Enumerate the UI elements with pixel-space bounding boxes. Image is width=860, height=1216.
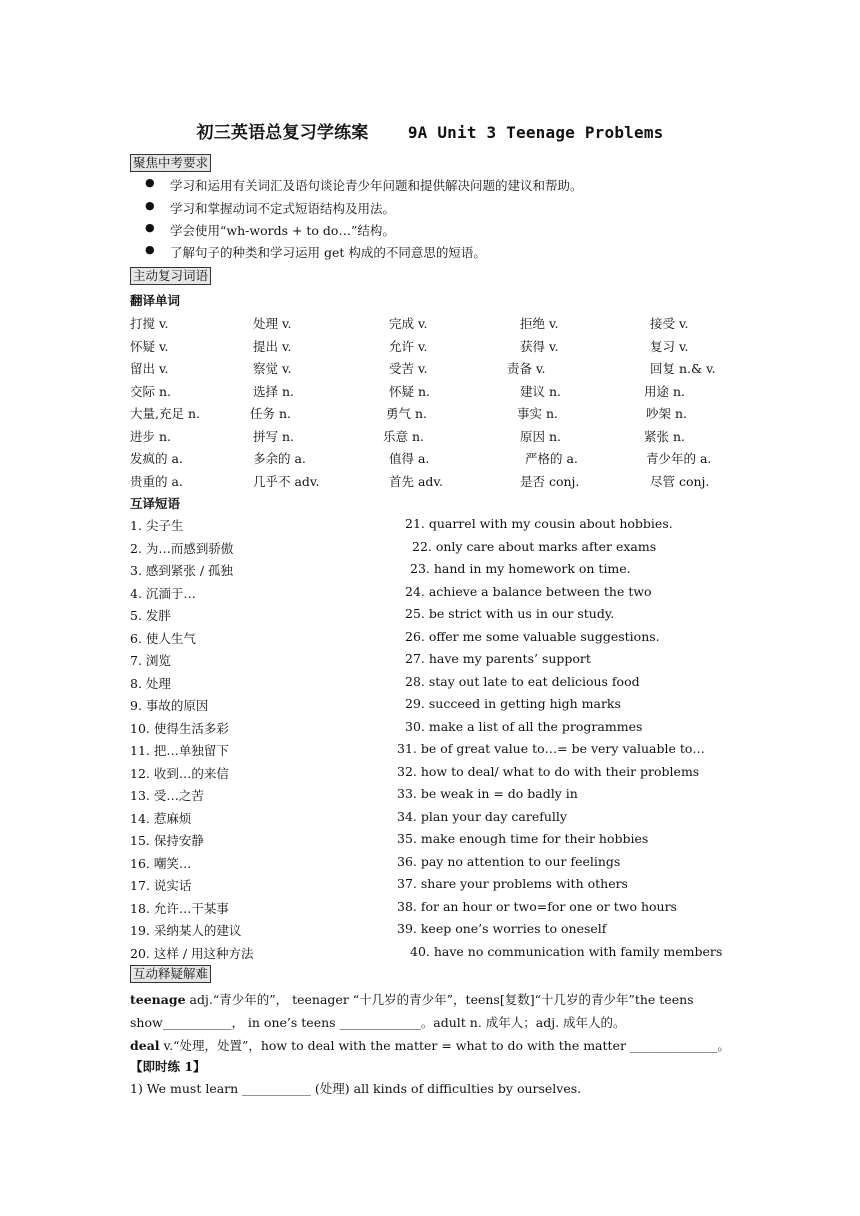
section-header-requirements: 聚焦中考要求 [130, 154, 211, 172]
word-cell: 原因 n. [520, 429, 561, 444]
phrase-en: 24. achieve a balance between the two [405, 584, 652, 599]
word-cell: 贵重的 a. [130, 474, 183, 489]
phrase-cn: 10. 使得生活多彩 [130, 721, 229, 736]
word-cell: 建议 n. [520, 384, 561, 399]
phrases-heading: 互译短语 [130, 496, 181, 511]
phrase-cn: 12. 收到…的来信 [130, 766, 229, 781]
word-cell: 多余的 a. [253, 451, 306, 466]
practice-item-1: 1) We must learn ___________ (处理) all kinds of difficulties by ourselves. [130, 1081, 582, 1096]
phrase-en: 35. make enough time for their hobbies [397, 831, 649, 846]
phrase-cn: 5. 发胖 [130, 608, 171, 623]
phrase-en: 31. be of great value to…= be very valuable to… [397, 741, 705, 756]
phrase-en: 37. share your problems with others [397, 876, 628, 891]
phrase-cn: 3. 感到紧张 / 孤独 [130, 563, 234, 578]
word-cell: 获得 v. [520, 339, 559, 354]
phrase-cn: 20. 这样 / 用这种方法 [130, 946, 254, 961]
phrase-cn: 7. 浏览 [130, 653, 171, 668]
phrase-cn: 19. 采纳某人的建议 [130, 923, 242, 938]
keyword-teenage: teenage [130, 992, 186, 1007]
word-cell: 完成 v. [389, 316, 428, 331]
keyword-deal: deal [130, 1038, 160, 1053]
word-cell: 乐意 n. [383, 429, 424, 444]
word-cell: 发疯的 a. [130, 451, 183, 466]
bullet-icon: ● [145, 176, 155, 189]
word-cell: 吵架 n. [646, 406, 687, 421]
phrase-cn: 4. 沉湎于… [130, 586, 196, 601]
page-title [0, 118, 860, 143]
word-cell: 怀疑 v. [130, 339, 169, 354]
word-cell: 严格的 a. [525, 451, 578, 466]
word-cell: 复习 v. [650, 339, 689, 354]
phrase-en: 23. hand in my homework on time. [410, 561, 631, 576]
phrase-en: 32. how to deal/ what to do with their problems [397, 764, 700, 779]
word-cell: 选择 n. [253, 384, 294, 399]
word-cell: 受苦 v. [389, 361, 428, 376]
word-cell: 尽管 conj. [650, 474, 710, 489]
section-header-review: 主动复习词语 [130, 267, 211, 285]
phrase-cn: 16. 嘲笑… [130, 856, 192, 871]
bullet-icon: ● [145, 243, 155, 256]
words-heading: 翻译单词 [130, 293, 181, 308]
word-cell: 留出 v. [130, 361, 169, 376]
title-english [369, 123, 664, 142]
teenage-explanation: teenage adj.“青少年的”， teenager “十几岁的青少年”，teens[复数]“十几岁的青少年”the teens [130, 992, 694, 1007]
word-cell: 任务 n. [250, 406, 291, 421]
phrase-en: 40. have no communication with family members [410, 944, 723, 959]
word-cell: 允许 v. [389, 339, 428, 354]
phrase-en: 39. keep one’s worries to oneself [397, 921, 607, 936]
word-cell: 用途 n. [644, 384, 685, 399]
phrase-en: 27. have my parents’ support [405, 651, 591, 666]
word-cell: 是否 conj. [520, 474, 580, 489]
word-cell: 拼写 n. [253, 429, 294, 444]
word-cell: 事实 n. [517, 406, 558, 421]
word-cell: 怀疑 n. [389, 384, 430, 399]
phrase-cn: 8. 处理 [130, 676, 171, 691]
phrase-en: 22. only care about marks after exams [412, 539, 657, 554]
practice-heading: 【即时练 1】 [130, 1059, 206, 1074]
word-cell: 处理 v. [253, 316, 292, 331]
deal-explanation: deal v.“处理，处置”，how to deal with the matter = what to do with the matter ______________。 [130, 1038, 730, 1053]
word-cell: 察觉 v. [253, 361, 292, 376]
word-cell: 责备 v. [507, 361, 546, 376]
phrase-en: 25. be strict with us in our study. [405, 606, 615, 621]
word-cell: 提出 v. [253, 339, 292, 354]
phrase-en: 36. pay no attention to our feelings [397, 854, 621, 869]
phrase-cn: 11. 把…单独留下 [130, 743, 229, 758]
word-cell: 交际 n. [130, 384, 171, 399]
phrase-en: 29. succeed in getting high marks [405, 696, 621, 711]
phrase-en: 34. plan your day carefully [397, 809, 567, 824]
bullet-icon: ● [145, 199, 155, 212]
phrase-cn: 17. 说实话 [130, 878, 192, 893]
phrase-cn: 15. 保持安静 [130, 833, 204, 848]
phrase-en: 33. be weak in = do badly in [397, 786, 578, 801]
section-header-explain: 互动释疑解难 [130, 965, 211, 983]
phrase-cn: 9. 事故的原因 [130, 698, 209, 713]
phrase-en: 28. stay out late to eat delicious food [405, 674, 640, 689]
word-cell: 打搅 v. [130, 316, 169, 331]
phrase-en: 30. make a list of all the programmes [405, 719, 643, 734]
word-cell: 拒绝 v. [520, 316, 559, 331]
phrase-en: 38. for an hour or two=for one or two hours [397, 899, 677, 914]
word-cell: 勇气 n. [386, 406, 427, 421]
phrase-cn: 13. 受…之苦 [130, 788, 204, 803]
bullet-icon: ● [145, 221, 155, 234]
phrase-cn: 14. 惹麻烦 [130, 811, 192, 826]
phrase-cn: 18. 允许…干某事 [130, 901, 229, 916]
word-cell: 紧张 n. [644, 429, 685, 444]
word-cell: 接受 v. [650, 316, 689, 331]
word-cell: 青少年的 a. [646, 451, 712, 466]
word-cell: 进步 n. [130, 429, 171, 444]
word-cell: 值得 a. [389, 451, 430, 466]
title-english-text: 9A Unit 3 Teenage Problems [407, 123, 664, 142]
phrase-en: 21. quarrel with my cousin about hobbies. [405, 516, 673, 531]
phrase-cn: 1. 尖子生 [130, 518, 184, 533]
word-cell: 回复 n.& v. [650, 361, 716, 376]
title-chinese: 初三英语总复习学练案 [196, 123, 369, 143]
word-cell: 首先 adv. [389, 474, 443, 489]
phrase-en: 26. offer me some valuable suggestions. [405, 629, 660, 644]
word-cell: 几乎不 adv. [253, 474, 320, 489]
phrase-cn: 6. 使人生气 [130, 631, 196, 646]
word-cell: 大量,充足 n. [130, 406, 200, 421]
phrase-cn: 2. 为…而感到骄傲 [130, 541, 234, 556]
teenage-explanation-cont: show___________， in one’s teens _____________。adult n. 成年人；adj. 成年人的。 [130, 1015, 626, 1030]
